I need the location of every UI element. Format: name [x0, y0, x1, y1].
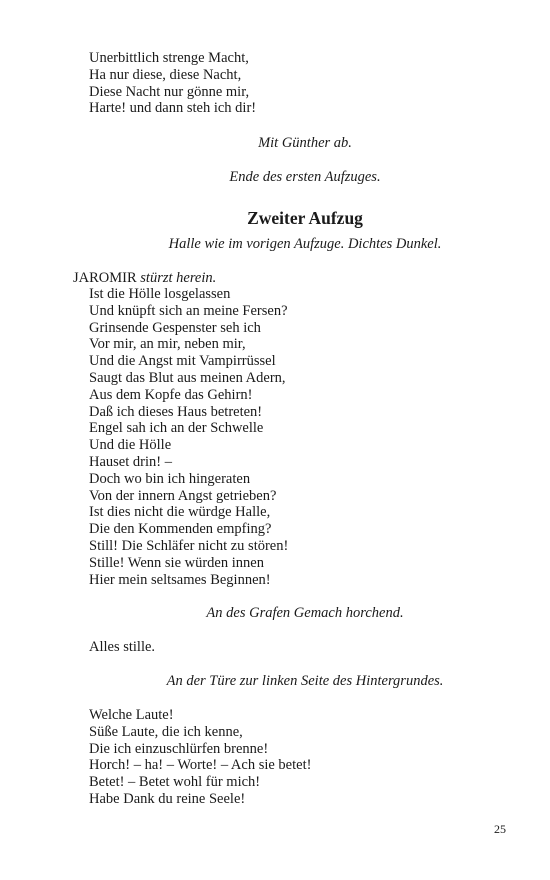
verse-line: Alles stille.: [89, 639, 156, 655]
verse-line: Grinsende Gespenster seh ich: [89, 319, 261, 336]
verse-line: Daß ich dieses Haus betreten!: [89, 403, 263, 420]
verse-line: Ist dies nicht die würdge Halle,: [89, 504, 271, 521]
verse-line: Hauset drin! –: [89, 453, 172, 470]
verse-line: Engel sah ich an der Schwelle: [89, 420, 264, 437]
verse-block-1: [89, 50, 256, 117]
verse-line: Habe Dank du reine Seele!: [89, 790, 246, 807]
verse-line: Harte! und dann steh ich dir!: [89, 100, 257, 117]
verse-block-2: [89, 286, 288, 588]
verse-line: Süße Laute, die ich kenne,: [89, 723, 243, 740]
verse-line: Stille! Wenn sie würden innen: [89, 554, 264, 571]
verse-line: Welche Laute!: [89, 707, 174, 723]
verse-line: Betet! – Betet wohl für mich!: [89, 774, 261, 791]
verse-line: Von der innern Angst getrieben?: [89, 487, 277, 504]
verse-line: Und knüpft sich an meine Fersen?: [89, 302, 288, 319]
verse-line: Ha nur diese, diese Nacht,: [89, 66, 242, 83]
verse-line: Hier mein seltsames Beginnen!: [89, 571, 271, 588]
verse-line: Ist die Hölle losgelassen: [89, 286, 231, 302]
verse-line: Und die Angst mit Vampirrüssel: [89, 353, 276, 370]
speaker-name: JAROMIR: [73, 270, 137, 286]
verse-line: Unerbittlich strenge Macht,: [89, 50, 249, 66]
verse-block-3: [89, 639, 155, 656]
verse-line: Saugt das Blut aus meinen Adern,: [89, 369, 286, 386]
verse-line: Vor mir, an mir, neben mir,: [89, 336, 246, 353]
verse-line: Still! Die Schläfer nicht zu stören!: [89, 537, 289, 554]
verse-line: Diese Nacht nur gönne mir,: [89, 83, 250, 100]
verse-block-4: [89, 707, 311, 808]
stage-direction-act-end: Ende des ersten Aufzuges.: [229, 169, 381, 185]
verse-line: Die den Kommenden empfing?: [89, 521, 272, 538]
verse-line: Aus dem Kopfe das Gehirn!: [89, 386, 253, 403]
page-number: 25: [494, 822, 506, 836]
speaker-direction: stürzt herein.: [140, 270, 217, 286]
stage-direction-door: An der Türe zur linken Seite des Hintergrundes.: [166, 673, 444, 689]
stage-direction-setting: Halle wie im vorigen Aufzuge. Dichtes Dunkel.: [168, 236, 442, 252]
verse-line: Doch wo bin ich hingeraten: [89, 470, 251, 487]
verse-line: Die ich einzuschlürfen brenne!: [89, 740, 269, 757]
speaker-line: [73, 270, 216, 287]
verse-line: Horch! – ha! – Worte! – Ach sie betet!: [89, 757, 312, 774]
stage-direction-exit: Mit Günther ab.: [258, 135, 352, 151]
act-heading: Zweiter Aufzug: [247, 208, 363, 228]
verse-line: Und die Hölle: [89, 437, 172, 454]
stage-direction-listening: An des Grafen Gemach horchend.: [206, 605, 404, 621]
